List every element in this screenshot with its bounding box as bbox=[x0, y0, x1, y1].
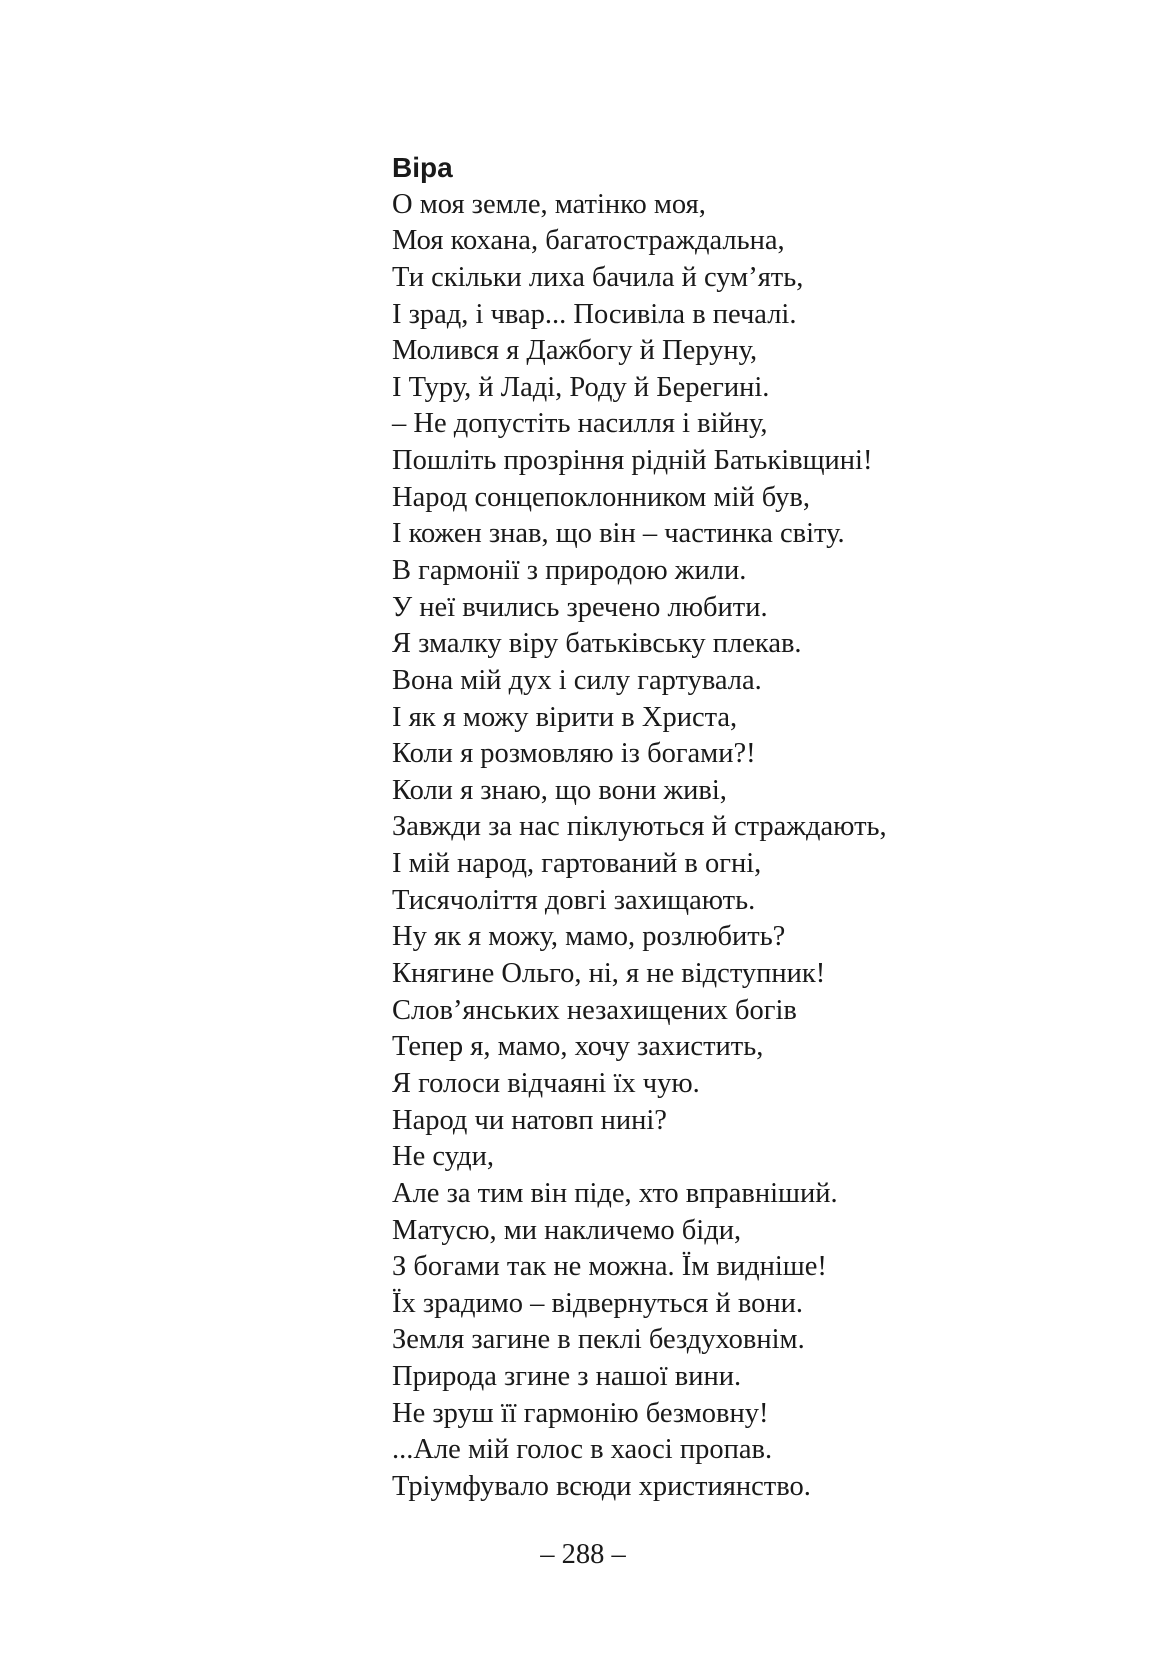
poem-line: Я голоси відчаяні їх чую. bbox=[392, 1067, 700, 1099]
poem-line: Ну як я можу, мамо, розлюбить? bbox=[392, 921, 786, 953]
poem-line: Тріумфувало всюди християнство. bbox=[392, 1471, 811, 1503]
poem-line: І мій народ, гартований в огні, bbox=[392, 848, 762, 880]
poem-line: Але за тим він піде, хто вправніший. bbox=[392, 1177, 838, 1209]
poem-line: Не зруш її гармонію безмовну! bbox=[392, 1397, 769, 1429]
poem bbox=[392, 150, 1112, 1506]
poem-line: Коли я розмовляю із богами?! bbox=[392, 738, 756, 770]
poem-line: І кожен знав, що він – частинка світу. bbox=[392, 518, 845, 550]
poem-line: Моя кохана, багатостраждальна, bbox=[392, 225, 785, 257]
poem-line: Слов’янських незахищених богів bbox=[392, 994, 797, 1026]
poem-line: Ти скільки лиха бачила й сум’ять, bbox=[392, 261, 804, 293]
poem-line: О моя земле, матінко моя, bbox=[392, 188, 706, 220]
poem-line: Народ чи натовп нині? bbox=[392, 1104, 667, 1136]
poem-line: В гармонії з природою жили. bbox=[392, 555, 747, 586]
poem-line: І зрад, і чвар... Посивіла в печалі. bbox=[392, 298, 797, 330]
poem-line: Молився я Дажбогу й Перуну, bbox=[392, 335, 758, 367]
poem-line: Тисячоліття довгі захищають. bbox=[392, 884, 756, 916]
poem-line: Тепер я, мамо, хочу захистить, bbox=[392, 1031, 764, 1063]
poem-line: Не суди, bbox=[392, 1141, 494, 1173]
poem-line: Земля загине в пеклі бездуховнім. bbox=[392, 1324, 805, 1356]
poem-verse bbox=[392, 187, 1112, 1506]
poem-line: Завжди за нас піклуються й страждають, bbox=[392, 811, 887, 843]
poem-line: Княгине Ольго, ні, я не відступник! bbox=[392, 958, 826, 990]
poem-line: Вона мій дух і силу гартувала. bbox=[392, 664, 762, 696]
poem-line: І як я можу вірити в Христа, bbox=[392, 701, 738, 733]
poem-line: Народ сонцепоклонником мій був, bbox=[392, 481, 811, 513]
poem-line: З богами так не можна. Їм видніше! bbox=[392, 1251, 827, 1283]
poem-line: І Туру, й Ладі, Роду й Берегині. bbox=[392, 371, 770, 403]
poem-line: У неї вчились зречено любити. bbox=[392, 591, 768, 623]
page-number: – 288 – bbox=[540, 1539, 626, 1570]
poem-line: Пошліть прозріння рідній Батьківщині! bbox=[392, 445, 873, 477]
poem-line: Я змалку віру батьківську плекав. bbox=[392, 628, 802, 660]
poem-line: Матусю, ми накличемо біди, bbox=[392, 1214, 742, 1246]
poem-title: Віра bbox=[392, 152, 453, 183]
poem-line: Їх зрадимо – відвернуться й вони. bbox=[392, 1287, 803, 1319]
poem-line: Коли я знаю, що вони живі, bbox=[392, 774, 727, 806]
poem-line: ...Але мій голос в хаосі пропав. bbox=[392, 1434, 773, 1466]
poem-line: Природа згине з нашої вини. bbox=[392, 1361, 742, 1393]
poem-line: – Не допустіть насилля і війну, bbox=[392, 408, 768, 440]
